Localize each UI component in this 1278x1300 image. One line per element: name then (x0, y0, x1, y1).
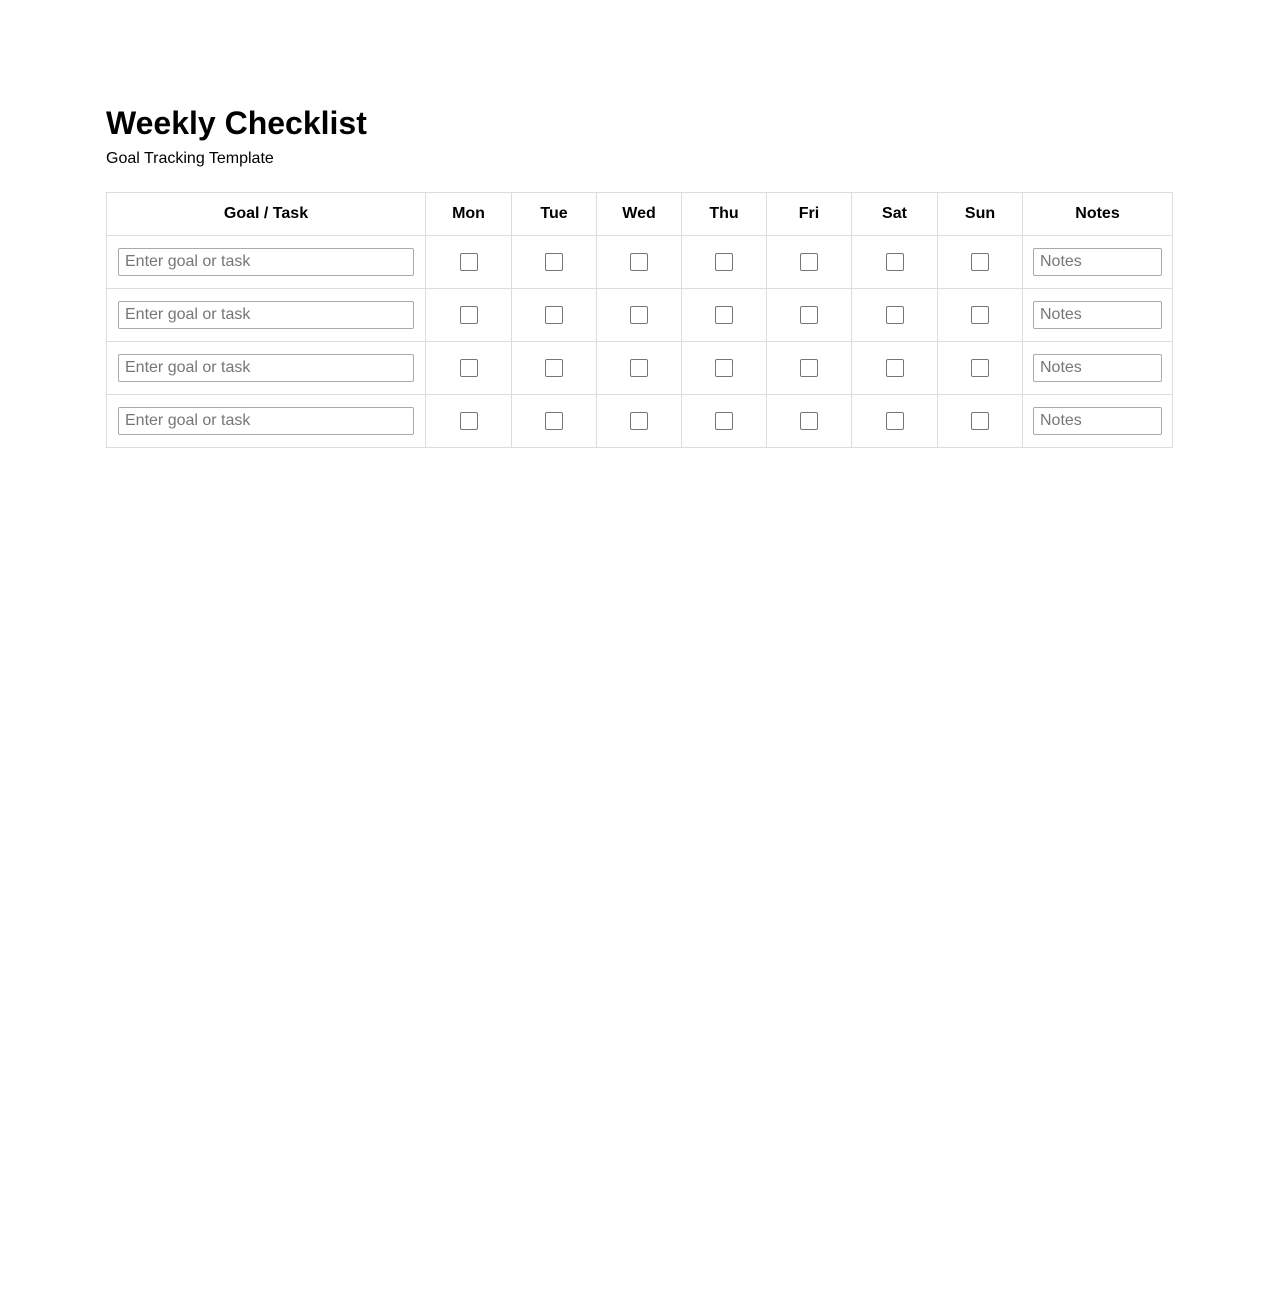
day-cell-mon (426, 236, 512, 289)
notes-cell (1023, 395, 1173, 448)
day-checkbox[interactable] (545, 359, 563, 377)
goal-cell (107, 395, 426, 448)
day-checkbox[interactable] (715, 412, 733, 430)
notes-placeholder: Notes (1040, 359, 1082, 376)
day-cell-fri (767, 395, 852, 448)
goal-input[interactable] (118, 248, 414, 276)
column-header-mon: Mon (426, 193, 512, 236)
day-cell-wed (597, 342, 682, 395)
day-cell-thu (682, 289, 767, 342)
day-cell-fri (767, 289, 852, 342)
notes-placeholder: Notes (1040, 306, 1082, 323)
goal-input[interactable] (118, 354, 414, 382)
notes-cell (1023, 342, 1173, 395)
day-cell-fri (767, 342, 852, 395)
day-checkbox[interactable] (886, 359, 904, 377)
day-checkbox[interactable] (715, 359, 733, 377)
day-cell-mon (426, 395, 512, 448)
day-checkbox[interactable] (545, 306, 563, 324)
day-cell-sat (852, 342, 938, 395)
day-checkbox[interactable] (545, 253, 563, 271)
day-checkbox[interactable] (630, 253, 648, 271)
notes-input[interactable] (1033, 248, 1162, 276)
day-checkbox[interactable] (460, 253, 478, 271)
goal-placeholder: Enter goal or task (125, 412, 251, 429)
day-cell-tue (512, 395, 597, 448)
day-checkbox[interactable] (460, 359, 478, 377)
day-cell-sat (852, 236, 938, 289)
day-checkbox[interactable] (545, 412, 563, 430)
day-checkbox[interactable] (630, 306, 648, 324)
day-checkbox[interactable] (800, 359, 818, 377)
goal-cell (107, 236, 426, 289)
day-cell-sun (938, 236, 1023, 289)
day-cell-mon (426, 342, 512, 395)
notes-placeholder: Notes (1040, 253, 1082, 270)
day-checkbox[interactable] (971, 306, 989, 324)
day-cell-thu (682, 342, 767, 395)
day-checkbox[interactable] (460, 306, 478, 324)
notes-input[interactable] (1033, 407, 1162, 435)
goal-placeholder: Enter goal or task (125, 306, 251, 323)
day-checkbox[interactable] (886, 253, 904, 271)
day-cell-tue (512, 289, 597, 342)
column-header-sat: Sat (852, 193, 938, 236)
day-cell-wed (597, 289, 682, 342)
column-header-sun: Sun (938, 193, 1023, 236)
table-row (107, 342, 1173, 395)
day-checkbox[interactable] (886, 412, 904, 430)
day-cell-sat (852, 289, 938, 342)
column-header-fri: Fri (767, 193, 852, 236)
column-header-wed: Wed (597, 193, 682, 236)
page-title: Weekly Checklist (106, 105, 367, 141)
goal-placeholder: Enter goal or task (125, 253, 251, 270)
day-checkbox[interactable] (971, 359, 989, 377)
day-checkbox[interactable] (800, 253, 818, 271)
day-checkbox[interactable] (630, 359, 648, 377)
table-row (107, 236, 1173, 289)
notes-cell (1023, 236, 1173, 289)
table-row (107, 289, 1173, 342)
column-header-notes: Notes (1023, 193, 1173, 236)
day-cell-mon (426, 289, 512, 342)
day-cell-wed (597, 236, 682, 289)
goal-input[interactable] (118, 301, 414, 329)
day-cell-sun (938, 395, 1023, 448)
day-cell-wed (597, 395, 682, 448)
goal-cell (107, 342, 426, 395)
column-header-tue: Tue (512, 193, 597, 236)
day-checkbox[interactable] (715, 306, 733, 324)
day-checkbox[interactable] (630, 412, 648, 430)
notes-input[interactable] (1033, 301, 1162, 329)
day-cell-thu (682, 395, 767, 448)
notes-input[interactable] (1033, 354, 1162, 382)
day-checkbox[interactable] (460, 412, 478, 430)
day-cell-tue (512, 236, 597, 289)
column-header-thu: Thu (682, 193, 767, 236)
goal-placeholder: Enter goal or task (125, 359, 251, 376)
page-subtitle: Goal Tracking Template (106, 150, 274, 167)
day-cell-fri (767, 236, 852, 289)
day-checkbox[interactable] (971, 253, 989, 271)
table-row (107, 395, 1173, 448)
day-checkbox[interactable] (800, 412, 818, 430)
header-row (107, 193, 1173, 236)
day-cell-sun (938, 289, 1023, 342)
day-checkbox[interactable] (715, 253, 733, 271)
page-content (106, 104, 1172, 448)
goal-cell (107, 289, 426, 342)
day-cell-tue (512, 342, 597, 395)
day-checkbox[interactable] (886, 306, 904, 324)
day-cell-sun (938, 342, 1023, 395)
day-checkbox[interactable] (971, 412, 989, 430)
notes-cell (1023, 289, 1173, 342)
day-cell-sat (852, 395, 938, 448)
goal-input[interactable] (118, 407, 414, 435)
checklist-table (106, 192, 1173, 448)
column-header-goal-task: Goal / Task (107, 193, 426, 236)
day-cell-thu (682, 236, 767, 289)
notes-placeholder: Notes (1040, 412, 1082, 429)
day-checkbox[interactable] (800, 306, 818, 324)
